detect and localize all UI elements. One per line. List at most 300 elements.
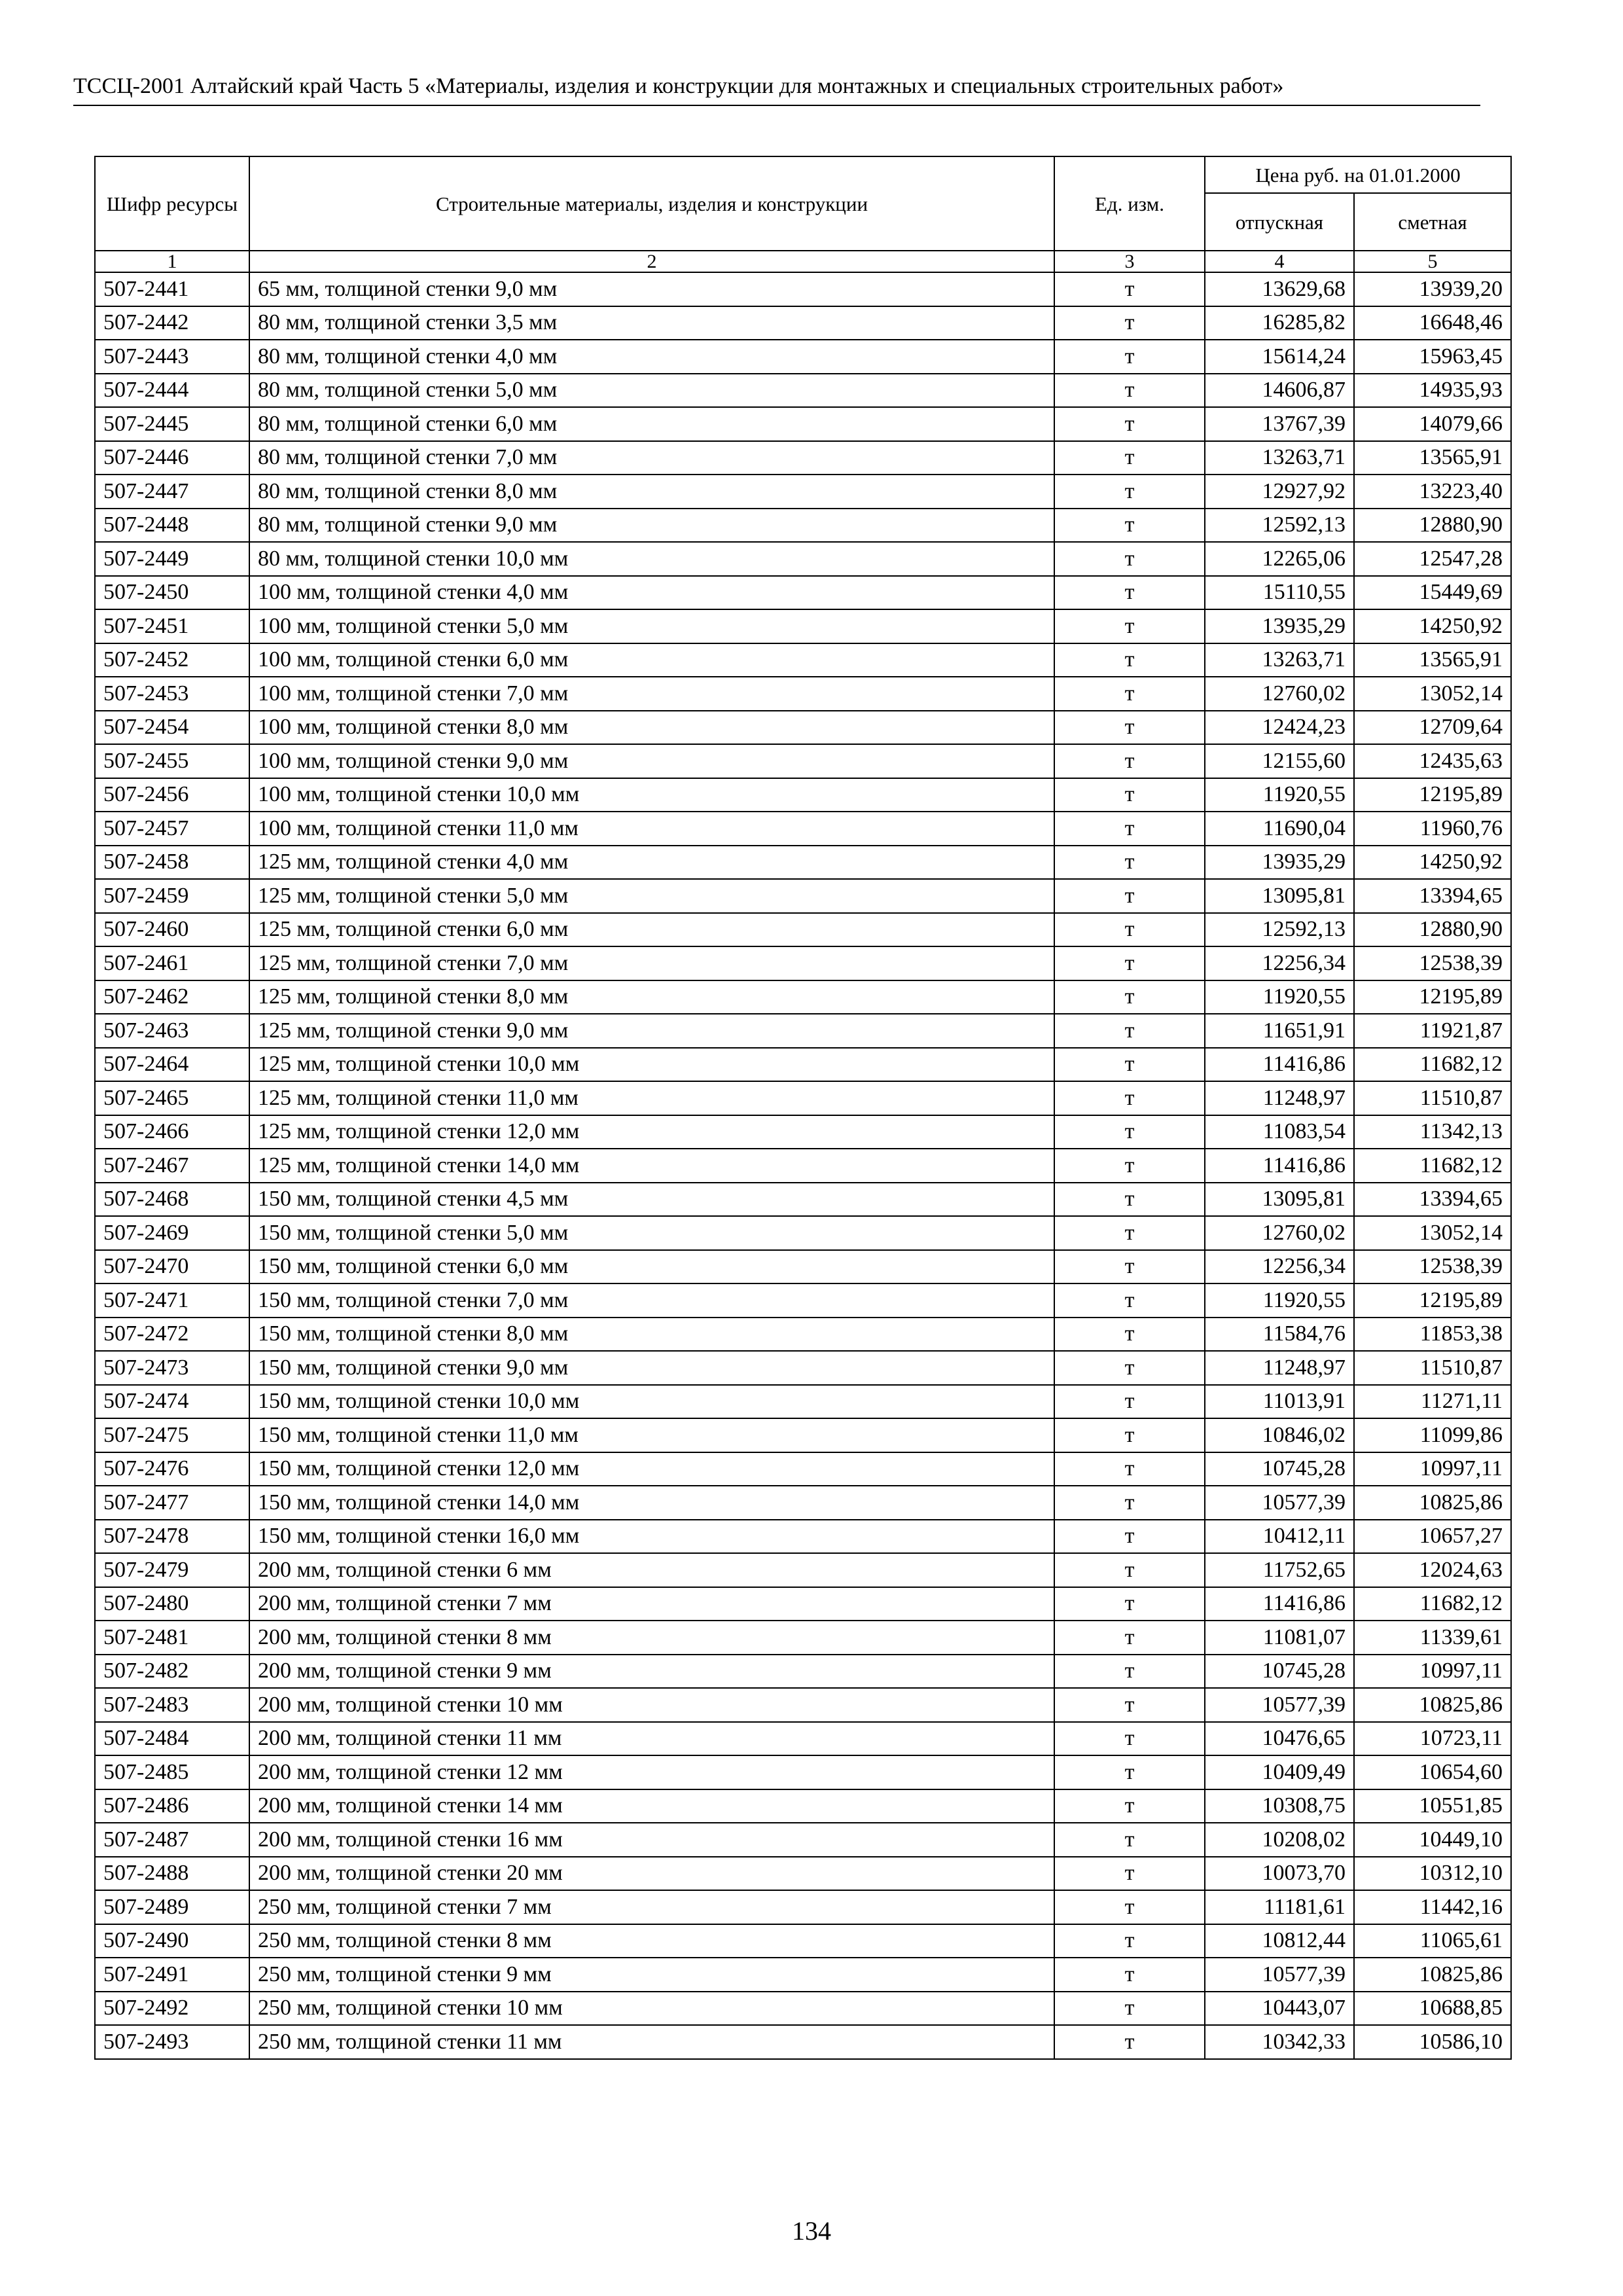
material-name-cell: 125 мм, толщиной стенки 6,0 мм bbox=[249, 913, 1054, 947]
unit-cell: т bbox=[1054, 913, 1205, 947]
table-row bbox=[95, 374, 1511, 408]
release-price-cell: 13935,29 bbox=[1205, 846, 1354, 880]
resource-code-cell: 507-2452 bbox=[95, 643, 249, 677]
resource-code-cell: 507-2483 bbox=[95, 1688, 249, 1722]
material-name-cell: 150 мм, толщиной стенки 5,0 мм bbox=[249, 1216, 1054, 1250]
estimate-price-cell: 11065,61 bbox=[1354, 1924, 1511, 1958]
estimate-price-cell: 10825,86 bbox=[1354, 1958, 1511, 1992]
estimate-price-cell: 10723,11 bbox=[1354, 1722, 1511, 1756]
release-price-cell: 13263,71 bbox=[1205, 643, 1354, 677]
table-row bbox=[95, 980, 1511, 1014]
resource-code-cell: 507-2447 bbox=[95, 475, 249, 509]
table-row bbox=[95, 1149, 1511, 1183]
estimate-price-cell: 11510,87 bbox=[1354, 1351, 1511, 1385]
resource-code-cell: 507-2457 bbox=[95, 812, 249, 846]
resource-code-cell: 507-2456 bbox=[95, 778, 249, 812]
unit-cell: т bbox=[1054, 1857, 1205, 1891]
estimate-price-cell: 11342,13 bbox=[1354, 1115, 1511, 1149]
unit-cell: т bbox=[1054, 1452, 1205, 1486]
resource-code-cell: 507-2478 bbox=[95, 1520, 249, 1554]
material-name-cell: 100 мм, толщиной стенки 11,0 мм bbox=[249, 812, 1054, 846]
table-row bbox=[95, 1958, 1511, 1992]
table-row bbox=[95, 778, 1511, 812]
material-name-cell: 125 мм, толщиной стенки 14,0 мм bbox=[249, 1149, 1054, 1183]
table-row bbox=[95, 1553, 1511, 1587]
resource-code-cell: 507-2486 bbox=[95, 1789, 249, 1823]
table-row bbox=[95, 711, 1511, 745]
estimate-price-cell: 12709,64 bbox=[1354, 711, 1511, 745]
unit-cell: т bbox=[1054, 778, 1205, 812]
price-table-body bbox=[95, 272, 1511, 2059]
column-header-name: Строительные материалы, изделия и конструкции bbox=[249, 156, 1054, 251]
material-name-cell: 100 мм, толщиной стенки 10,0 мм bbox=[249, 778, 1054, 812]
unit-cell: т bbox=[1054, 306, 1205, 340]
material-name-cell: 125 мм, толщиной стенки 7,0 мм bbox=[249, 946, 1054, 980]
material-name-cell: 250 мм, толщиной стенки 7 мм bbox=[249, 1890, 1054, 1924]
estimate-price-cell: 13565,91 bbox=[1354, 441, 1511, 475]
resource-code-cell: 507-2467 bbox=[95, 1149, 249, 1183]
table-row bbox=[95, 1890, 1511, 1924]
estimate-price-cell: 10586,10 bbox=[1354, 2025, 1511, 2059]
material-name-cell: 200 мм, толщиной стенки 14 мм bbox=[249, 1789, 1054, 1823]
material-name-cell: 200 мм, толщиной стенки 12 мм bbox=[249, 1755, 1054, 1789]
unit-cell: т bbox=[1054, 1958, 1205, 1992]
column-header-price-release: отпускная bbox=[1205, 193, 1354, 251]
table-row bbox=[95, 1385, 1511, 1419]
estimate-price-cell: 12547,28 bbox=[1354, 542, 1511, 576]
material-name-cell: 100 мм, толщиной стенки 9,0 мм bbox=[249, 744, 1054, 778]
resource-code-cell: 507-2461 bbox=[95, 946, 249, 980]
column-number: 3 bbox=[1054, 251, 1205, 272]
unit-cell: т bbox=[1054, 879, 1205, 913]
unit-cell: т bbox=[1054, 677, 1205, 711]
estimate-price-cell: 13052,14 bbox=[1354, 1216, 1511, 1250]
resource-code-cell: 507-2490 bbox=[95, 1924, 249, 1958]
resource-code-cell: 507-2444 bbox=[95, 374, 249, 408]
release-price-cell: 11920,55 bbox=[1205, 980, 1354, 1014]
unit-cell: т bbox=[1054, 374, 1205, 408]
table-row bbox=[95, 1418, 1511, 1452]
resource-code-cell: 507-2449 bbox=[95, 542, 249, 576]
resource-code-cell: 507-2485 bbox=[95, 1755, 249, 1789]
release-price-cell: 13095,81 bbox=[1205, 1183, 1354, 1217]
resource-code-cell: 507-2488 bbox=[95, 1857, 249, 1891]
unit-cell: т bbox=[1054, 846, 1205, 880]
release-price-cell: 11416,86 bbox=[1205, 1149, 1354, 1183]
material-name-cell: 125 мм, толщиной стенки 11,0 мм bbox=[249, 1081, 1054, 1115]
release-price-cell: 12256,34 bbox=[1205, 1250, 1354, 1284]
table-row bbox=[95, 1688, 1511, 1722]
table-row bbox=[95, 609, 1511, 643]
material-name-cell: 200 мм, толщиной стенки 16 мм bbox=[249, 1823, 1054, 1857]
release-price-cell: 11248,97 bbox=[1205, 1351, 1354, 1385]
table-row bbox=[95, 1587, 1511, 1621]
unit-cell: т bbox=[1054, 1149, 1205, 1183]
unit-cell: т bbox=[1054, 946, 1205, 980]
table-row bbox=[95, 1048, 1511, 1082]
unit-cell: т bbox=[1054, 1688, 1205, 1722]
estimate-price-cell: 10551,85 bbox=[1354, 1789, 1511, 1823]
estimate-price-cell: 15963,45 bbox=[1354, 340, 1511, 374]
estimate-price-cell: 13565,91 bbox=[1354, 643, 1511, 677]
estimate-price-cell: 13939,20 bbox=[1354, 272, 1511, 306]
table-row bbox=[95, 946, 1511, 980]
resource-code-cell: 507-2473 bbox=[95, 1351, 249, 1385]
material-name-cell: 150 мм, толщиной стенки 16,0 мм bbox=[249, 1520, 1054, 1554]
release-price-cell: 11416,86 bbox=[1205, 1587, 1354, 1621]
release-price-cell: 12592,13 bbox=[1205, 509, 1354, 543]
estimate-price-cell: 10449,10 bbox=[1354, 1823, 1511, 1857]
material-name-cell: 125 мм, толщиной стенки 9,0 мм bbox=[249, 1014, 1054, 1048]
resource-code-cell: 507-2455 bbox=[95, 744, 249, 778]
release-price-cell: 11013,91 bbox=[1205, 1385, 1354, 1419]
table-row bbox=[95, 1755, 1511, 1789]
table-row bbox=[95, 2025, 1511, 2059]
material-name-cell: 150 мм, толщиной стенки 11,0 мм bbox=[249, 1418, 1054, 1452]
unit-cell: т bbox=[1054, 1755, 1205, 1789]
table-row bbox=[95, 1789, 1511, 1823]
material-name-cell: 200 мм, толщиной стенки 8 мм bbox=[249, 1621, 1054, 1655]
resource-code-cell: 507-2489 bbox=[95, 1890, 249, 1924]
material-name-cell: 125 мм, толщиной стенки 4,0 мм bbox=[249, 846, 1054, 880]
estimate-price-cell: 10657,27 bbox=[1354, 1520, 1511, 1554]
material-name-cell: 200 мм, толщиной стенки 20 мм bbox=[249, 1857, 1054, 1891]
release-price-cell: 10577,39 bbox=[1205, 1486, 1354, 1520]
column-header-unit: Ед. изм. bbox=[1054, 156, 1205, 251]
resource-code-cell: 507-2491 bbox=[95, 1958, 249, 1992]
column-number: 2 bbox=[249, 251, 1054, 272]
release-price-cell: 15614,24 bbox=[1205, 340, 1354, 374]
release-price-cell: 12592,13 bbox=[1205, 913, 1354, 947]
resource-code-cell: 507-2470 bbox=[95, 1250, 249, 1284]
unit-cell: т bbox=[1054, 576, 1205, 610]
resource-code-cell: 507-2484 bbox=[95, 1722, 249, 1756]
release-price-cell: 10443,07 bbox=[1205, 1992, 1354, 2026]
material-name-cell: 200 мм, толщиной стенки 6 мм bbox=[249, 1553, 1054, 1587]
table-row bbox=[95, 1452, 1511, 1486]
release-price-cell: 10577,39 bbox=[1205, 1688, 1354, 1722]
estimate-price-cell: 10654,60 bbox=[1354, 1755, 1511, 1789]
material-name-cell: 150 мм, толщиной стенки 9,0 мм bbox=[249, 1351, 1054, 1385]
unit-cell: т bbox=[1054, 1655, 1205, 1689]
table-row bbox=[95, 879, 1511, 913]
page-header-title: ТССЦ-2001 Алтайский край Часть 5 «Материалы, изделия и конструкции для монтажных и специальных строительных работ» bbox=[73, 74, 1284, 98]
resource-code-cell: 507-2450 bbox=[95, 576, 249, 610]
resource-code-cell: 507-2481 bbox=[95, 1621, 249, 1655]
table-row bbox=[95, 1250, 1511, 1284]
unit-cell: т bbox=[1054, 1722, 1205, 1756]
resource-code-cell: 507-2460 bbox=[95, 913, 249, 947]
table-row bbox=[95, 846, 1511, 880]
material-name-cell: 125 мм, толщиной стенки 5,0 мм bbox=[249, 879, 1054, 913]
material-name-cell: 80 мм, толщиной стенки 5,0 мм bbox=[249, 374, 1054, 408]
estimate-price-cell: 12880,90 bbox=[1354, 509, 1511, 543]
estimate-price-cell: 12195,89 bbox=[1354, 778, 1511, 812]
unit-cell: т bbox=[1054, 1587, 1205, 1621]
resource-code-cell: 507-2448 bbox=[95, 509, 249, 543]
resource-code-cell: 507-2468 bbox=[95, 1183, 249, 1217]
release-price-cell: 12265,06 bbox=[1205, 542, 1354, 576]
material-name-cell: 150 мм, толщиной стенки 10,0 мм bbox=[249, 1385, 1054, 1419]
release-price-cell: 13767,39 bbox=[1205, 407, 1354, 441]
material-name-cell: 100 мм, толщиной стенки 6,0 мм bbox=[249, 643, 1054, 677]
material-name-cell: 200 мм, толщиной стенки 11 мм bbox=[249, 1722, 1054, 1756]
column-header-price-group: Цена руб. на 01.01.2000 bbox=[1205, 156, 1511, 193]
table-row bbox=[95, 1351, 1511, 1385]
release-price-cell: 12424,23 bbox=[1205, 711, 1354, 745]
resource-code-cell: 507-2471 bbox=[95, 1283, 249, 1318]
estimate-price-cell: 12880,90 bbox=[1354, 913, 1511, 947]
unit-cell: т bbox=[1054, 1351, 1205, 1385]
resource-code-cell: 507-2464 bbox=[95, 1048, 249, 1082]
release-price-cell: 11083,54 bbox=[1205, 1115, 1354, 1149]
unit-cell: т bbox=[1054, 542, 1205, 576]
unit-cell: т bbox=[1054, 1216, 1205, 1250]
material-name-cell: 125 мм, толщиной стенки 8,0 мм bbox=[249, 980, 1054, 1014]
resource-code-cell: 507-2446 bbox=[95, 441, 249, 475]
resource-code-cell: 507-2458 bbox=[95, 846, 249, 880]
resource-code-cell: 507-2480 bbox=[95, 1587, 249, 1621]
release-price-cell: 16285,82 bbox=[1205, 306, 1354, 340]
material-name-cell: 250 мм, толщиной стенки 10 мм bbox=[249, 1992, 1054, 2026]
table-row bbox=[95, 407, 1511, 441]
release-price-cell: 10476,65 bbox=[1205, 1722, 1354, 1756]
release-price-cell: 11752,65 bbox=[1205, 1553, 1354, 1587]
table-row bbox=[95, 1183, 1511, 1217]
table-row bbox=[95, 1992, 1511, 2026]
release-price-cell: 11416,86 bbox=[1205, 1048, 1354, 1082]
material-name-cell: 100 мм, толщиной стенки 4,0 мм bbox=[249, 576, 1054, 610]
release-price-cell: 10308,75 bbox=[1205, 1789, 1354, 1823]
unit-cell: т bbox=[1054, 272, 1205, 306]
unit-cell: т bbox=[1054, 1048, 1205, 1082]
unit-cell: т bbox=[1054, 1014, 1205, 1048]
estimate-price-cell: 11099,86 bbox=[1354, 1418, 1511, 1452]
resource-code-cell: 507-2487 bbox=[95, 1823, 249, 1857]
material-name-cell: 80 мм, толщиной стенки 10,0 мм bbox=[249, 542, 1054, 576]
unit-cell: т bbox=[1054, 812, 1205, 846]
resource-code-cell: 507-2475 bbox=[95, 1418, 249, 1452]
estimate-price-cell: 12195,89 bbox=[1354, 1283, 1511, 1318]
release-price-cell: 13629,68 bbox=[1205, 272, 1354, 306]
estimate-price-cell: 10688,85 bbox=[1354, 1992, 1511, 2026]
unit-cell: т bbox=[1054, 340, 1205, 374]
material-name-cell: 200 мм, толщиной стенки 9 мм bbox=[249, 1655, 1054, 1689]
unit-cell: т bbox=[1054, 1486, 1205, 1520]
resource-code-cell: 507-2451 bbox=[95, 609, 249, 643]
unit-cell: т bbox=[1054, 1418, 1205, 1452]
unit-cell: т bbox=[1054, 643, 1205, 677]
table-row bbox=[95, 1283, 1511, 1318]
release-price-cell: 10812,44 bbox=[1205, 1924, 1354, 1958]
table-row bbox=[95, 542, 1511, 576]
estimate-price-cell: 14079,66 bbox=[1354, 407, 1511, 441]
material-name-cell: 150 мм, толщиной стенки 6,0 мм bbox=[249, 1250, 1054, 1284]
unit-cell: т bbox=[1054, 1183, 1205, 1217]
release-price-cell: 11651,91 bbox=[1205, 1014, 1354, 1048]
release-price-cell: 11690,04 bbox=[1205, 812, 1354, 846]
resource-code-cell: 507-2493 bbox=[95, 2025, 249, 2059]
unit-cell: т bbox=[1054, 1823, 1205, 1857]
estimate-price-cell: 12024,63 bbox=[1354, 1553, 1511, 1587]
table-row bbox=[95, 1081, 1511, 1115]
resource-code-cell: 507-2459 bbox=[95, 879, 249, 913]
table-row bbox=[95, 1318, 1511, 1352]
material-name-cell: 250 мм, толщиной стенки 11 мм bbox=[249, 2025, 1054, 2059]
unit-cell: т bbox=[1054, 441, 1205, 475]
column-number: 1 bbox=[95, 251, 249, 272]
unit-cell: т bbox=[1054, 1520, 1205, 1554]
material-name-cell: 200 мм, толщиной стенки 7 мм bbox=[249, 1587, 1054, 1621]
resource-code-cell: 507-2479 bbox=[95, 1553, 249, 1587]
estimate-price-cell: 16648,46 bbox=[1354, 306, 1511, 340]
material-name-cell: 80 мм, толщиной стенки 4,0 мм bbox=[249, 340, 1054, 374]
estimate-price-cell: 10997,11 bbox=[1354, 1452, 1511, 1486]
resource-code-cell: 507-2465 bbox=[95, 1081, 249, 1115]
estimate-price-cell: 11271,11 bbox=[1354, 1385, 1511, 1419]
resource-code-cell: 507-2472 bbox=[95, 1318, 249, 1352]
release-price-cell: 10208,02 bbox=[1205, 1823, 1354, 1857]
release-price-cell: 10846,02 bbox=[1205, 1418, 1354, 1452]
estimate-price-cell: 10825,86 bbox=[1354, 1688, 1511, 1722]
column-header-price-estimate: сметная bbox=[1354, 193, 1511, 251]
price-table-header bbox=[95, 156, 1511, 272]
estimate-price-cell: 10312,10 bbox=[1354, 1857, 1511, 1891]
unit-cell: т bbox=[1054, 744, 1205, 778]
table-row bbox=[95, 306, 1511, 340]
release-price-cell: 10577,39 bbox=[1205, 1958, 1354, 1992]
resource-code-cell: 507-2469 bbox=[95, 1216, 249, 1250]
unit-cell: т bbox=[1054, 1924, 1205, 1958]
table-row bbox=[95, 1655, 1511, 1689]
estimate-price-cell: 12538,39 bbox=[1354, 946, 1511, 980]
release-price-cell: 11248,97 bbox=[1205, 1081, 1354, 1115]
material-name-cell: 80 мм, толщиной стенки 3,5 мм bbox=[249, 306, 1054, 340]
estimate-price-cell: 13394,65 bbox=[1354, 1183, 1511, 1217]
estimate-price-cell: 14935,93 bbox=[1354, 374, 1511, 408]
table-row bbox=[95, 1857, 1511, 1891]
release-price-cell: 12760,02 bbox=[1205, 677, 1354, 711]
estimate-price-cell: 11339,61 bbox=[1354, 1621, 1511, 1655]
estimate-price-cell: 13223,40 bbox=[1354, 475, 1511, 509]
resource-code-cell: 507-2474 bbox=[95, 1385, 249, 1419]
unit-cell: т bbox=[1054, 1890, 1205, 1924]
table-row bbox=[95, 913, 1511, 947]
unit-cell: т bbox=[1054, 1621, 1205, 1655]
table-row bbox=[95, 272, 1511, 306]
release-price-cell: 10073,70 bbox=[1205, 1857, 1354, 1891]
release-price-cell: 12256,34 bbox=[1205, 946, 1354, 980]
unit-cell: т bbox=[1054, 1992, 1205, 2026]
table-row bbox=[95, 744, 1511, 778]
unit-cell: т bbox=[1054, 1250, 1205, 1284]
material-name-cell: 80 мм, толщиной стенки 8,0 мм bbox=[249, 475, 1054, 509]
unit-cell: т bbox=[1054, 1318, 1205, 1352]
estimate-price-cell: 11960,76 bbox=[1354, 812, 1511, 846]
estimate-price-cell: 14250,92 bbox=[1354, 609, 1511, 643]
estimate-price-cell: 11682,12 bbox=[1354, 1048, 1511, 1082]
unit-cell: т bbox=[1054, 475, 1205, 509]
header-divider bbox=[73, 105, 1480, 106]
resource-code-cell: 507-2477 bbox=[95, 1486, 249, 1520]
table-row bbox=[95, 576, 1511, 610]
column-number: 5 bbox=[1354, 251, 1511, 272]
material-name-cell: 150 мм, толщиной стенки 4,5 мм bbox=[249, 1183, 1054, 1217]
price-table bbox=[94, 156, 1512, 2060]
resource-code-cell: 507-2476 bbox=[95, 1452, 249, 1486]
page-number: 134 bbox=[792, 2216, 831, 2246]
material-name-cell: 80 мм, толщиной стенки 7,0 мм bbox=[249, 441, 1054, 475]
estimate-price-cell: 11682,12 bbox=[1354, 1149, 1511, 1183]
resource-code-cell: 507-2442 bbox=[95, 306, 249, 340]
table-row bbox=[95, 1115, 1511, 1149]
table-row bbox=[95, 1823, 1511, 1857]
table-row bbox=[95, 1216, 1511, 1250]
estimate-price-cell: 11853,38 bbox=[1354, 1318, 1511, 1352]
material-name-cell: 150 мм, толщиной стенки 12,0 мм bbox=[249, 1452, 1054, 1486]
estimate-price-cell: 14250,92 bbox=[1354, 846, 1511, 880]
resource-code-cell: 507-2443 bbox=[95, 340, 249, 374]
release-price-cell: 12760,02 bbox=[1205, 1216, 1354, 1250]
resource-code-cell: 507-2453 bbox=[95, 677, 249, 711]
table-row bbox=[95, 340, 1511, 374]
release-price-cell: 15110,55 bbox=[1205, 576, 1354, 610]
resource-code-cell: 507-2463 bbox=[95, 1014, 249, 1048]
release-price-cell: 10745,28 bbox=[1205, 1452, 1354, 1486]
resource-code-cell: 507-2454 bbox=[95, 711, 249, 745]
table-row bbox=[95, 1520, 1511, 1554]
unit-cell: т bbox=[1054, 1385, 1205, 1419]
table-row bbox=[95, 1621, 1511, 1655]
estimate-price-cell: 15449,69 bbox=[1354, 576, 1511, 610]
material-name-cell: 100 мм, толщиной стенки 5,0 мм bbox=[249, 609, 1054, 643]
estimate-price-cell: 10825,86 bbox=[1354, 1486, 1511, 1520]
unit-cell: т bbox=[1054, 980, 1205, 1014]
release-price-cell: 13095,81 bbox=[1205, 879, 1354, 913]
column-header-code: Шифр ресурсы bbox=[95, 156, 249, 251]
table-row bbox=[95, 441, 1511, 475]
material-name-cell: 65 мм, толщиной стенки 9,0 мм bbox=[249, 272, 1054, 306]
estimate-price-cell: 13052,14 bbox=[1354, 677, 1511, 711]
material-name-cell: 80 мм, толщиной стенки 9,0 мм bbox=[249, 509, 1054, 543]
release-price-cell: 14606,87 bbox=[1205, 374, 1354, 408]
material-name-cell: 100 мм, толщиной стенки 7,0 мм bbox=[249, 677, 1054, 711]
estimate-price-cell: 13394,65 bbox=[1354, 879, 1511, 913]
material-name-cell: 125 мм, толщиной стенки 12,0 мм bbox=[249, 1115, 1054, 1149]
material-name-cell: 250 мм, толщиной стенки 8 мм bbox=[249, 1924, 1054, 1958]
estimate-price-cell: 10997,11 bbox=[1354, 1655, 1511, 1689]
column-number-row bbox=[95, 251, 1511, 272]
release-price-cell: 10412,11 bbox=[1205, 1520, 1354, 1554]
unit-cell: т bbox=[1054, 1115, 1205, 1149]
estimate-price-cell: 12195,89 bbox=[1354, 980, 1511, 1014]
material-name-cell: 150 мм, толщиной стенки 7,0 мм bbox=[249, 1283, 1054, 1318]
estimate-price-cell: 12538,39 bbox=[1354, 1250, 1511, 1284]
release-price-cell: 11181,61 bbox=[1205, 1890, 1354, 1924]
estimate-price-cell: 11682,12 bbox=[1354, 1587, 1511, 1621]
unit-cell: т bbox=[1054, 2025, 1205, 2059]
table-row bbox=[95, 812, 1511, 846]
table-row bbox=[95, 1924, 1511, 1958]
table-row bbox=[95, 509, 1511, 543]
table-row bbox=[95, 677, 1511, 711]
column-number: 4 bbox=[1205, 251, 1354, 272]
material-name-cell: 250 мм, толщиной стенки 9 мм bbox=[249, 1958, 1054, 1992]
material-name-cell: 150 мм, толщиной стенки 14,0 мм bbox=[249, 1486, 1054, 1520]
unit-cell: т bbox=[1054, 1553, 1205, 1587]
release-price-cell: 12927,92 bbox=[1205, 475, 1354, 509]
release-price-cell: 11920,55 bbox=[1205, 778, 1354, 812]
